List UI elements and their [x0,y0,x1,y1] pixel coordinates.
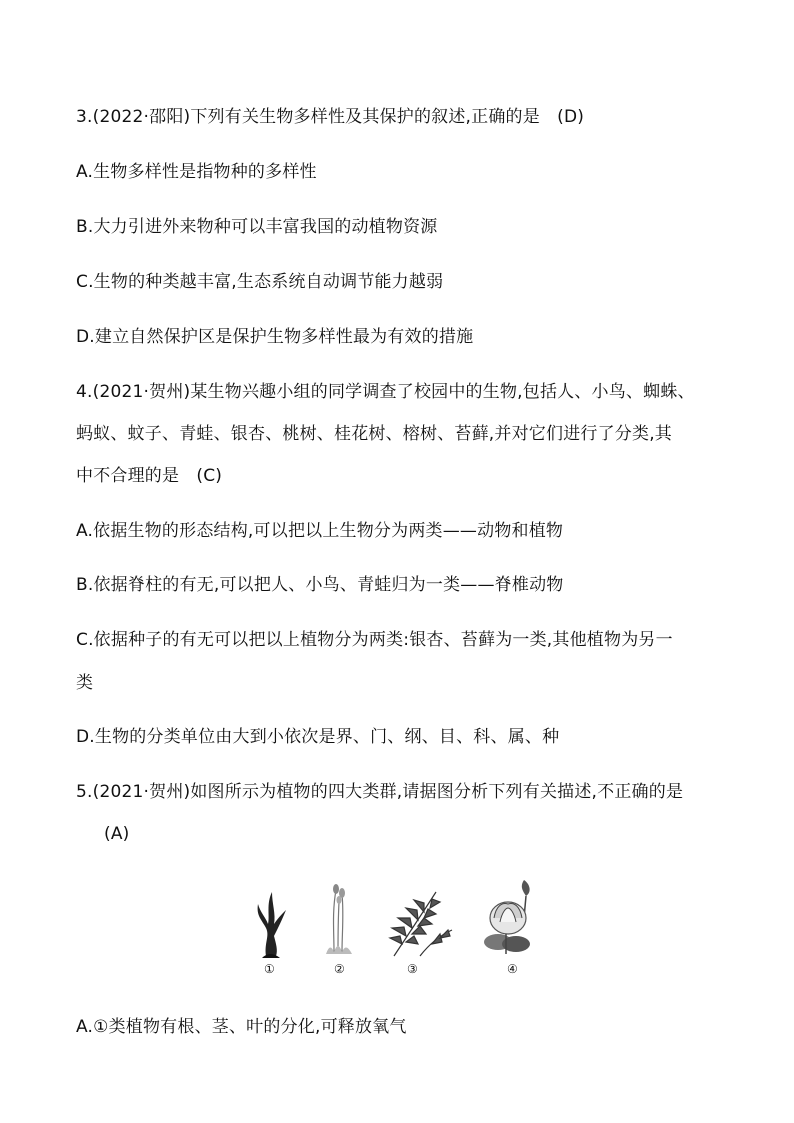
q3-option-d: D.建立自然保护区是保护生物多样性最为有效的措施 [76,327,474,347]
q5-option-a: A.①类植物有根、茎、叶的分化,可释放氧气 [76,1017,407,1037]
q4-option-b: B.依据脊柱的有无,可以把人、小鸟、青蛙归为一类——脊椎动物 [76,575,564,595]
figure-label-1: ① [264,962,275,976]
q3-option-a: A.生物多样性是指物种的多样性 [76,162,317,182]
figure-label-4: ④ [507,962,518,976]
q4-option-a: A.依据生物的形态结构,可以把以上生物分为两类——动物和植物 [76,521,564,541]
q4-stem-line3: 中不合理的是 (C) [76,466,223,486]
q4-stem-line2: 蚂蚁、蚊子、青蛙、银杏、桃树、桂花树、榕树、苔藓,并对它们进行了分类,其 [76,424,673,444]
q4-option-d: D.生物的分类单位由大到小依次是界、门、纲、目、科、属、种 [76,727,560,747]
moss-illustration [320,882,360,958]
q4-stem-line1: 4.(2021·贺州)某生物兴趣小组的同学调查了校园中的生物,包括人、小鸟、蜘蛛、 [76,382,695,402]
q4-option-c-line1: C.依据种子的有无可以把以上植物分为两类:银杏、苔藓为一类,其他植物为另一 [76,630,673,650]
q4-option-c-line2: 类 [76,673,94,693]
q3-option-b: B.大力引进外来物种可以丰富我国的动植物资源 [76,217,438,237]
lotus-illustration [480,878,544,958]
fern-illustration [384,886,456,958]
plant-groups-figure [244,872,564,982]
q5-stem-line1: 5.(2021·贺州)如图所示为植物的四大类群,请据图分析下列有关描述,不正确的是 [76,782,684,802]
figure-label-2: ② [334,962,345,976]
algae-illustration [252,888,290,958]
q3-stem: 3.(2022·邵阳)下列有关生物多样性及其保护的叙述,正确的是 (D) [76,107,585,127]
q5-stem-line2: (A) [104,824,130,844]
figure-label-3: ③ [407,962,418,976]
q3-option-c: C.生物的种类越丰富,生态系统自动调节能力越弱 [76,272,444,292]
